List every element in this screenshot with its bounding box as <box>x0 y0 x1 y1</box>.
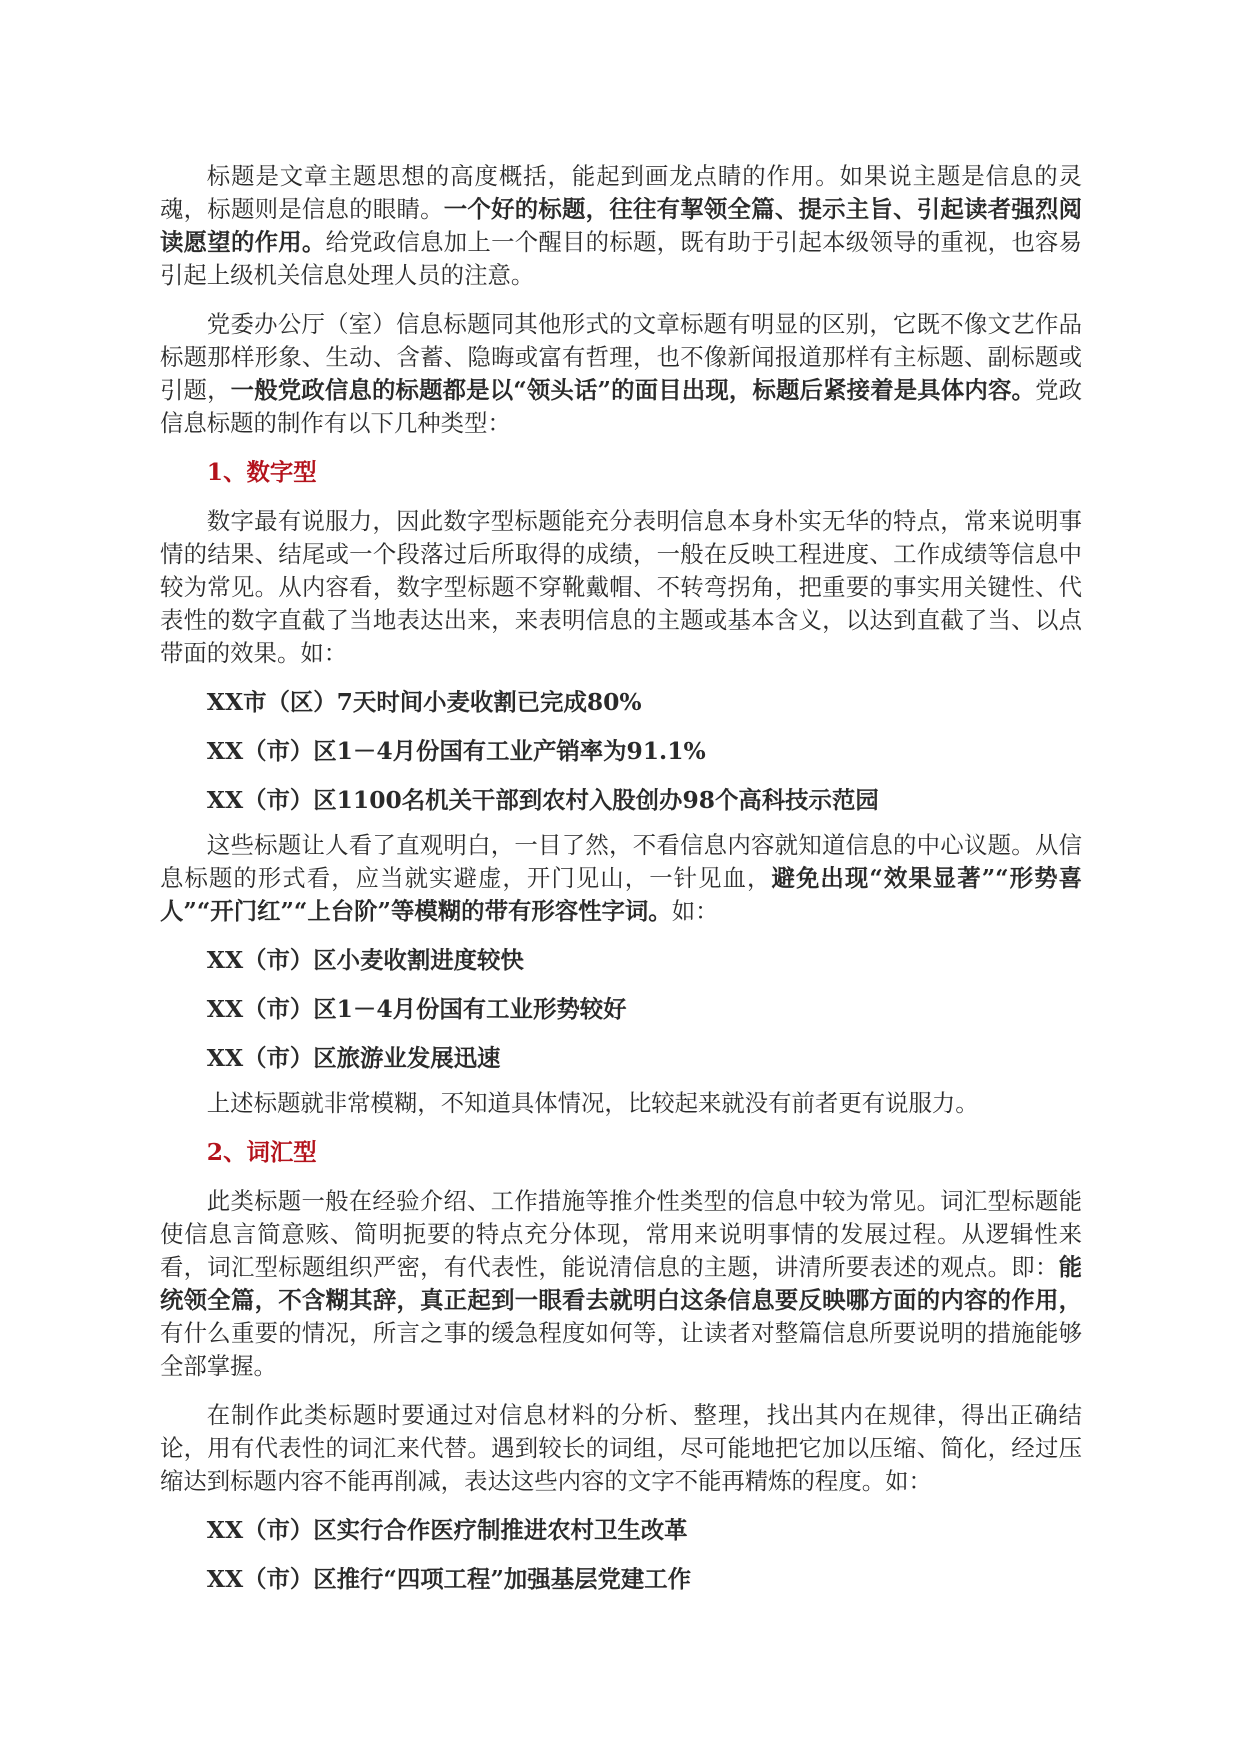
paragraph-vague-summary: 上述标题就非常模糊，不知道具体情况，比较起来就没有前者更有说服力。 <box>206 1089 979 1117</box>
paragraph-avoid-vague: 这些标题让人看了直观明白，一目了然，不看信息内容就知道信息的中心议题。从信息标题的形式看，应当就实避虚，开门见山，一针见血，避免出现“效果显著”“形势喜人”“开门红”“上台阶”等模糊的带有形容性字词。如： <box>160 831 1082 925</box>
example-title: XX（市）区1－4月份国有工业形势较好 <box>206 995 627 1023</box>
example-title: XX（市）区实行合作医疗制推进农村卫生改革 <box>206 1516 688 1544</box>
section-heading-vocabulary: 2、词汇型 <box>206 1138 317 1166</box>
example-title: XX（市）区小麦收割进度较快 <box>206 946 524 974</box>
section-heading-numeric: 1、数字型 <box>206 458 317 486</box>
emphasis-text: 避免出现“效果显著”“形势喜人”“开门红”“上台阶”等模糊的带有形容性字词。 <box>160 864 1082 925</box>
example-title: XX（市）区1100名机关干部到农村入股创办98个高科技示范园 <box>206 786 879 814</box>
emphasis-text: 一般党政信息的标题都是以“领头话”的面目出现，标题后紧接着是具体内容。 <box>230 376 1036 404</box>
emphasis-text: 一个好的标题，往往有挈领全篇、提示主旨、引起读者强烈阅读愿望的作用。 <box>160 195 1083 256</box>
paragraph-vocabulary-type: 此类标题一般在经验介绍、工作措施等推介性类型的信息中较为常见。词汇型标题能使信息言简意赅、简明扼要的特点充分体现，常用来说明事情的发展过程。从逻辑性来看，词汇型标题组织严密，有代表性，能说清信息的主题，讲清所要表述的观点。即：能统领全篇，不含糊其辞，真正起到一眼看去就明白这条信息要反映哪方面的内容的作用，有什么重要的情况，所言之事的缓急程度如何等，让读者对整篇信息所要说明的措施能够全部掌握。 <box>160 1187 1082 1380</box>
paragraph-numeric-type: 数字最有说服力，因此数字型标题能充分表明信息本身朴实无华的特点，常来说明事情的结果、结尾或一个段落过后所取得的成绩，一般在反映工程进度、工作成绩等信息中较为常见。从内容看，数字型标题不穿靴戴帽、不转弯拐角，把重要的事实用关键性、代表性的数字直截了当地表达出来，来表明信息的主题或基本含义，以达到直截了当、以点带面的效果。如： <box>160 507 1082 667</box>
paragraph-title-difference: 党委办公厅（室）信息标题同其他形式的文章标题有明显的区别，它既不像文艺作品标题那样形象、生动、含蓄、隐晦或富有哲理，也不像新闻报道那样有主标题、副标题或引题，一般党政信息的标题都是以“领头话”的面目出现，标题后紧接着是具体内容。党政信息标题的制作有以下几种类型： <box>160 310 1083 437</box>
paragraph-title-importance: 标题是文章主题思想的高度概括，能起到画龙点睛的作用。如果说主题是信息的灵魂，标题则是信息的眼睛。一个好的标题，往往有挈领全篇、提示主旨、引起读者强烈阅读愿望的作用。给党政信息加上一个醒目的标题，既有助于引起本级领导的重视，也容易引起上级机关信息处理人员的注意。 <box>160 162 1083 289</box>
example-title: XX（市）区推行“四项工程”加强基层党建工作 <box>206 1565 692 1593</box>
example-title: XX（市）区1－4月份国有工业产销率为91.1% <box>206 737 706 765</box>
example-title: XX市（区）7天时间小麦收割已完成80% <box>206 688 642 716</box>
paragraph-vocabulary-method: 在制作此类标题时要通过对信息材料的分析、整理，找出其内在规律，得出正确结论，用有代表性的词汇来代替。遇到较长的词组，尽可能地把它加以压缩、简化，经过压缩达到标题内容不能再削减，表达这些内容的文字不能再精炼的程度。如： <box>160 1401 1082 1495</box>
example-title: XX（市）区旅游业发展迅速 <box>206 1044 501 1072</box>
emphasis-text: 能统领全篇，不含糊其辞，真正起到一眼看去就明白这条信息要反映哪方面的内容的作用， <box>160 1253 1082 1314</box>
document-page <box>160 160 1082 1612</box>
